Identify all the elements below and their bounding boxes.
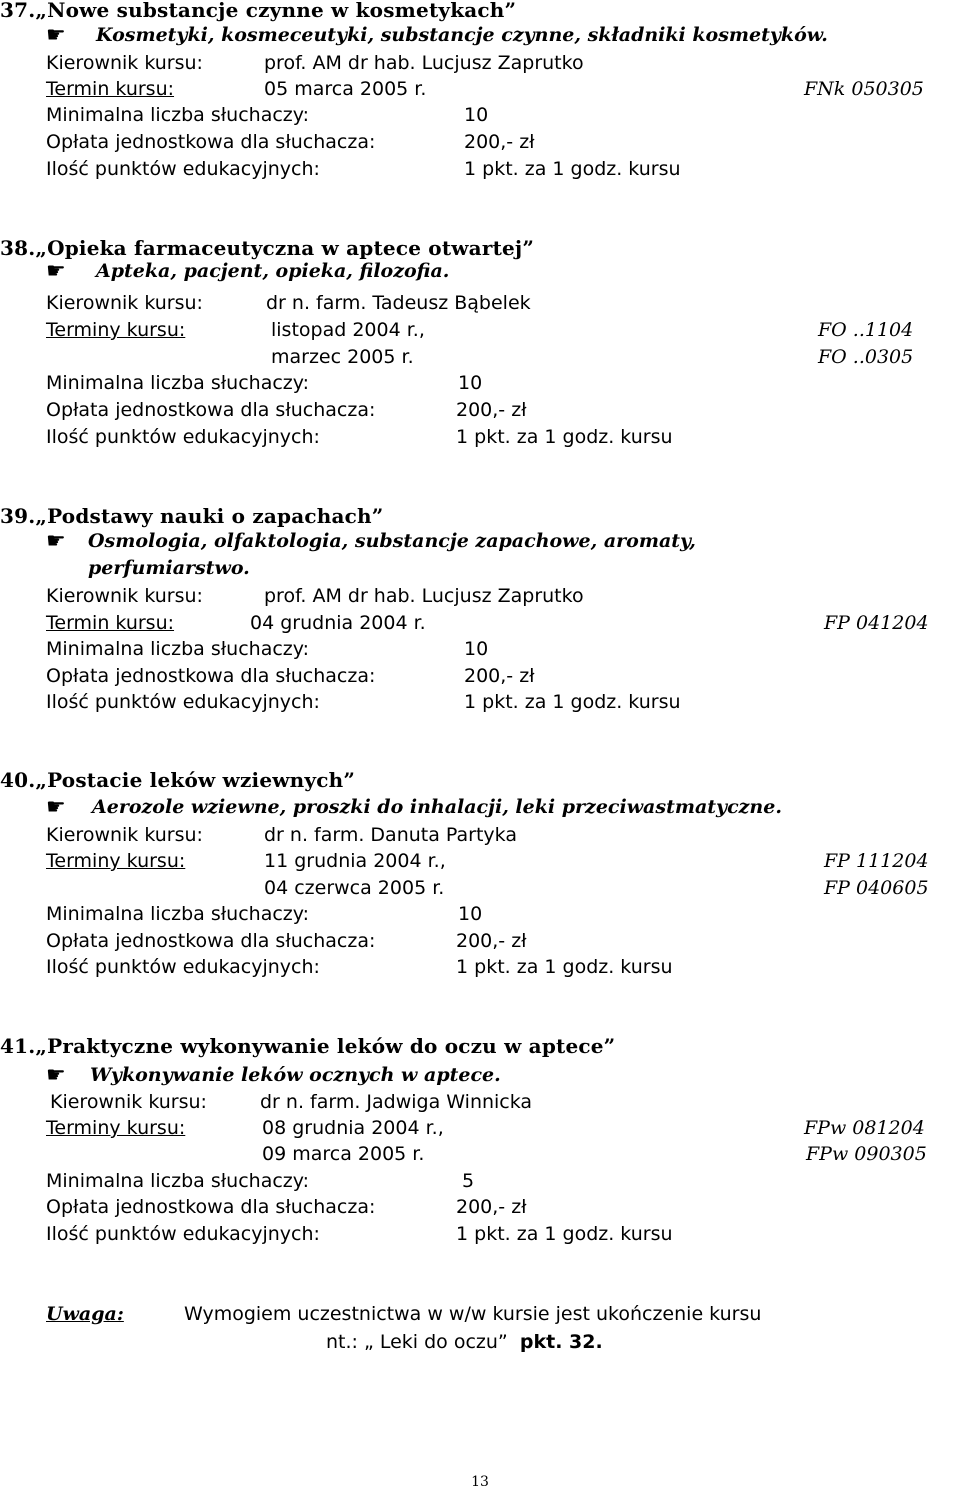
fee-label: Opłata jednostkowa dla słuchacza: — [46, 131, 376, 153]
points-label: Ilość punktów edukacyjnych: — [46, 956, 320, 978]
fee-value: 200,- zł — [464, 131, 535, 153]
min-value: 10 — [458, 372, 483, 394]
keywords-text: Kosmetyki, kosmeceutyki, substancje czynne, składniki kosmetyków. — [96, 24, 828, 46]
min-label: Minimalna liczba słuchaczy: — [46, 104, 310, 126]
min-label: Minimalna liczba słuchaczy: — [46, 903, 310, 925]
page-number: 13 — [471, 1474, 489, 1490]
fee-label: Opłata jednostkowa dla słuchacza: — [46, 1196, 376, 1218]
term-code: FP 111204 — [824, 850, 929, 872]
manager-label: Kierownik kursu: — [46, 52, 203, 74]
min-value: 5 — [462, 1170, 475, 1192]
manager-value: dr n. farm. Jadwiga Winnicka — [260, 1091, 533, 1113]
points-label: Ilość punktów edukacyjnych: — [46, 426, 320, 448]
pointing-hand-icon: ☛ — [46, 795, 66, 820]
points-value: 1 pkt. za 1 godz. kursu — [456, 426, 673, 448]
note-line-1: Wymogiem uczestnictwa w w/w kursie jest ukończenie kursu — [184, 1303, 762, 1325]
term-code: FPw 081204 — [804, 1117, 925, 1139]
fee-value: 200,- zł — [464, 665, 535, 687]
manager-value: dr n. farm. Tadeusz Bąbelek — [266, 292, 531, 314]
term-date: 05 marca 2005 r. — [264, 78, 427, 100]
term-date: 09 marca 2005 r. — [262, 1143, 425, 1165]
term-code: FO ..0305 — [818, 346, 914, 368]
course-title: 40.„Postacie leków wziewnych” — [0, 768, 356, 792]
term-date: 04 czerwca 2005 r. — [264, 877, 445, 899]
points-value: 1 pkt. za 1 godz. kursu — [464, 691, 681, 713]
points-label: Ilość punktów edukacyjnych: — [46, 691, 320, 713]
keywords-text: Aerozole wziewne, proszki do inhalacji, leki przeciwastmatyczne. — [92, 796, 782, 818]
keywords-text: Wykonywanie leków ocznych w aptece. — [90, 1064, 501, 1086]
term-label: Termin kursu: — [46, 612, 175, 634]
min-label: Minimalna liczba słuchaczy: — [46, 638, 310, 660]
fee-label: Opłata jednostkowa dla słuchacza: — [46, 399, 376, 421]
points-value: 1 pkt. za 1 godz. kursu — [456, 956, 673, 978]
term-date: listopad 2004 r., — [271, 319, 425, 341]
course-39 — [0, 504, 960, 714]
term-code: FNk 050305 — [804, 78, 924, 100]
fee-label: Opłata jednostkowa dla słuchacza: — [46, 665, 376, 687]
keywords-text: Apteka, pacjent, opieka, filozofia. — [96, 260, 450, 282]
manager-value: dr n. farm. Danuta Partyka — [264, 824, 517, 846]
note-line-2-text: nt.: „ Leki do oczu” — [326, 1331, 508, 1353]
points-label: Ilość punktów edukacyjnych: — [46, 1223, 320, 1245]
min-value: 10 — [464, 104, 489, 126]
note-line-2 — [326, 1328, 603, 1356]
min-value: 10 — [458, 903, 483, 925]
term-code: FP 040605 — [824, 877, 929, 899]
term-label: Terminy kursu: — [46, 850, 186, 872]
course-40 — [0, 768, 960, 988]
min-label: Minimalna liczba słuchaczy: — [46, 1170, 310, 1192]
term-code: FP 041204 — [824, 612, 929, 634]
manager-label: Kierownik kursu: — [46, 824, 203, 846]
points-value: 1 pkt. za 1 godz. kursu — [456, 1223, 673, 1245]
manager-value: prof. AM dr hab. Lucjusz Zaprutko — [264, 52, 584, 74]
course-title: 38.„Opieka farmaceutyczna w aptece otwartej” — [0, 236, 535, 260]
manager-value: prof. AM dr hab. Lucjusz Zaprutko — [264, 585, 584, 607]
pointing-hand-icon: ☛ — [46, 23, 66, 48]
fee-value: 200,- zł — [456, 1196, 527, 1218]
pointing-hand-icon: ☛ — [46, 1063, 66, 1088]
course-title: 39.„Podstawy nauki o zapachach” — [0, 504, 384, 528]
manager-label: Kierownik kursu: — [46, 292, 203, 314]
course-title: 37.„Nowe substancje czynne w kosmetykach” — [0, 0, 517, 22]
term-date: 08 grudnia 2004 r., — [262, 1117, 444, 1139]
term-date: 11 grudnia 2004 r., — [264, 850, 446, 872]
term-code: FO ..1104 — [818, 319, 914, 341]
course-37 — [0, 0, 960, 190]
fee-value: 200,- zł — [456, 930, 527, 952]
pointing-hand-icon: ☛ — [46, 529, 66, 554]
term-date: marzec 2005 r. — [271, 346, 414, 368]
note-label: Uwaga: — [46, 1303, 124, 1325]
min-label: Minimalna liczba słuchaczy: — [46, 372, 310, 394]
manager-label: Kierownik kursu: — [50, 1091, 207, 1113]
course-41 — [0, 1034, 960, 1254]
term-code: FPw 090305 — [806, 1143, 927, 1165]
fee-label: Opłata jednostkowa dla słuchacza: — [46, 930, 376, 952]
manager-label: Kierownik kursu: — [46, 585, 203, 607]
term-label: Termin kursu: — [46, 78, 175, 100]
keywords-text: Osmologia, olfaktologia, substancje zapachowe, aromaty, perfumiarstwo. — [88, 530, 696, 579]
fee-value: 200,- zł — [456, 399, 527, 421]
term-date: 04 grudnia 2004 r. — [250, 612, 426, 634]
course-title: 41.„Praktyczne wykonywanie leków do oczu w aptece” — [0, 1034, 616, 1058]
term-label: Terminy kursu: — [46, 319, 186, 341]
points-label: Ilość punktów edukacyjnych: — [46, 158, 320, 180]
course-38 — [0, 236, 960, 456]
term-label: Terminy kursu: — [46, 1117, 186, 1139]
points-value: 1 pkt. za 1 godz. kursu — [464, 158, 681, 180]
note-line-2-bold: pkt. 32. — [519, 1331, 603, 1353]
min-value: 10 — [464, 638, 489, 660]
pointing-hand-icon: ☛ — [46, 259, 66, 284]
